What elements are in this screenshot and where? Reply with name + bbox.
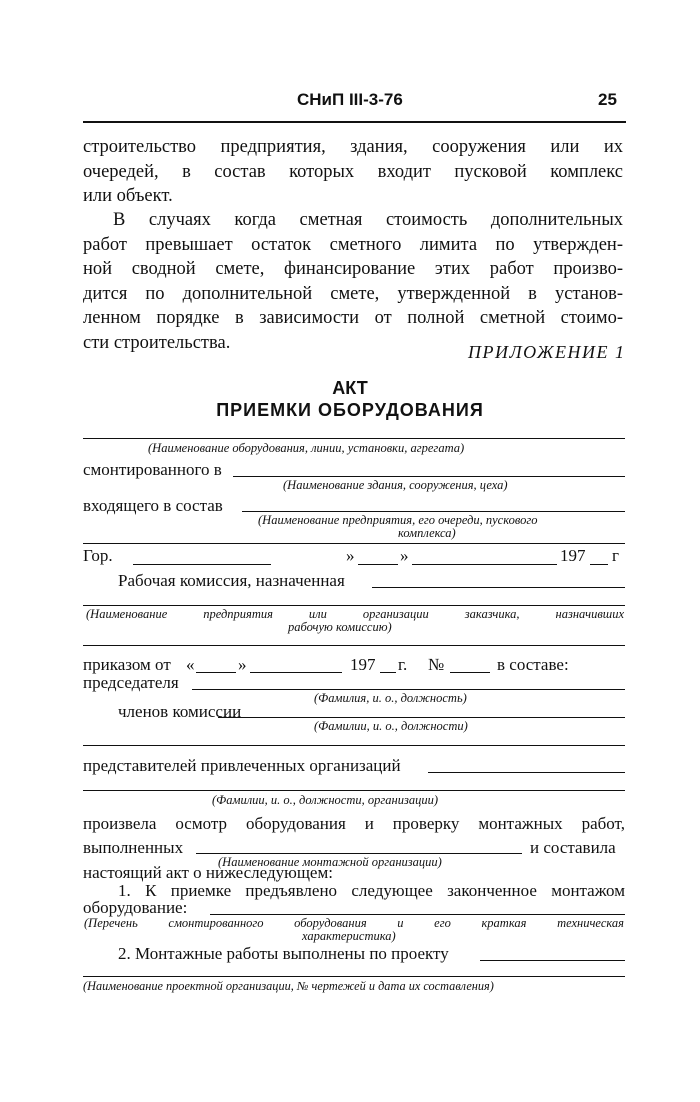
hint-word: заказчика, [464,607,520,621]
representatives-field-2[interactable] [83,790,625,791]
year-suffix: г [612,546,619,565]
hint-representatives: (Фамилии, и. о., должности, организации) [212,793,439,807]
drew-up-label: и составила [530,838,616,857]
paragraph-line: работ превышает остаток сметного лимита по утвержден- [83,234,623,255]
hint-word: оборудования [294,916,367,930]
equipment-list-field[interactable] [210,914,625,915]
hint-word: организации [362,607,429,621]
mounted-in-label: смонтированного в [83,460,222,479]
hint-word: и [397,916,404,930]
paragraph-line: дится по дополнительной смете, утвержденной в установ- [83,283,623,304]
date-month-field[interactable] [412,564,557,565]
hint-enterprise-cont: комплекса) [398,526,456,540]
order-year: 197 [350,655,376,674]
hint-word: (Наименование [86,607,168,621]
rule-above-city [83,543,625,544]
intro-line: или объект. [83,186,173,206]
hint-building: (Наименование здания, сооружения, цеха) [283,478,508,492]
inspection-word: монтажных [478,814,563,833]
hint-word: назначивших [555,607,624,621]
item2-label: 2. Монтажные работы выполнены по проекту [118,944,449,963]
page-number: 25 [598,90,617,109]
order-close-quote: » [238,655,247,674]
city-field[interactable] [133,564,271,565]
representatives-label: представителей привлеченных организаций [83,756,401,775]
date-day-field[interactable] [358,564,398,565]
hint-customer [86,607,624,621]
performed-label: выполненных [83,838,184,857]
inspection-word: произвела [83,814,157,833]
representatives-field[interactable] [428,772,625,773]
contractor-field[interactable] [196,853,522,854]
paragraph-line: сти строительства. [83,332,231,353]
order-label: приказом от [83,655,171,674]
appendix-label: ПРИЛОЖЕНИЕ 1 [468,342,626,362]
year-prefix: 197 [560,546,586,565]
header-rule [83,121,626,123]
act-title: АКТ [332,378,368,398]
inspection-word: осмотр [175,814,227,833]
hint-word: смонтированного [168,916,264,930]
date-close-quote: » [400,546,409,565]
inspection-word: проверку [392,814,460,833]
enterprise-name-line[interactable] [242,511,625,512]
project-field-2[interactable] [83,976,625,977]
act-subtitle: ПРИЕМКИ ОБОРУДОВАНИЯ [216,400,484,420]
hint-customer-cont: рабочую комиссию) [288,620,392,634]
equipment-name-line[interactable] [83,438,625,439]
members-field[interactable] [218,717,625,718]
hint-project: (Наименование проектной организации, № чертежей и дата их составления) [83,979,494,993]
commission-field[interactable] [372,587,625,588]
order-day-field[interactable] [196,672,236,673]
chairman-field[interactable] [192,689,625,690]
order-year-field[interactable] [380,672,396,673]
present-act-label: настоящий акт о нижеследующем: [83,863,333,882]
inspection-line [83,814,625,834]
project-field[interactable] [480,960,625,961]
customer-name-line-2[interactable] [83,645,625,646]
city-label: Гор. [83,546,113,565]
inspection-word: и [364,814,374,833]
paragraph-line: В случаях когда сметная стоимость дополнительных [113,210,623,230]
hint-word: его [434,916,451,930]
hint-word: предприятия [203,607,273,621]
item1-text: 1. К приемке предъявлено следующее законченное монтажом [118,881,625,900]
intro-paragraph [83,135,623,209]
item1-equipment-label: оборудование: [83,898,188,917]
paragraph-line: ленном порядке в зависимости от полной сметной стоимо- [83,308,623,328]
hint-word: краткая [481,916,527,930]
date-open-quote: » [346,546,355,565]
inspection-word: работ, [581,814,625,833]
members-field-2[interactable] [83,745,625,746]
hint-word: (Перечень [84,916,138,930]
members-label: членов комиссии [118,702,242,721]
hint-list [84,916,624,930]
part-of-label: входящего в состав [83,496,223,515]
order-open-quote: « [186,655,195,674]
hint-chairman: (Фамилия, и. о., должность) [314,691,467,705]
building-name-line[interactable] [233,476,625,477]
hint-enterprise: (Наименование предприятия, его очереди, пускового [258,513,538,527]
intro-line: строительство предприятия, здания, сооружения или их [83,137,623,157]
hint-members: (Фамилии, и. о., должности) [314,719,468,733]
date-year-field[interactable] [590,564,608,565]
hint-list-cont: характеристика) [302,929,396,943]
composition-label: в составе: [497,655,569,674]
hint-word: или [308,607,327,621]
chairman-label: председателя [83,673,179,692]
hint-contractor: (Наименование монтажной организации) [218,855,442,869]
paragraph-line: ной сводной смете, финансирование этих работ произво- [83,259,623,279]
budget-paragraph [83,208,623,355]
inspection-word: оборудования [245,814,346,833]
commission-label: Рабочая комиссия, назначенная [118,571,345,590]
document-code: СНиП III-3-76 [297,90,403,109]
hint-word: техническая [557,916,624,930]
order-number-label: № [428,655,445,674]
hint-equipment: (Наименование оборудования, линии, установки, агрегата) [148,441,465,455]
order-number-field[interactable] [450,672,490,673]
customer-name-line[interactable] [83,605,625,606]
order-year-suffix: г. [398,655,408,674]
intro-line: очередей, в состав которых входит пусковой комплекс [83,161,623,182]
order-month-field[interactable] [250,672,342,673]
